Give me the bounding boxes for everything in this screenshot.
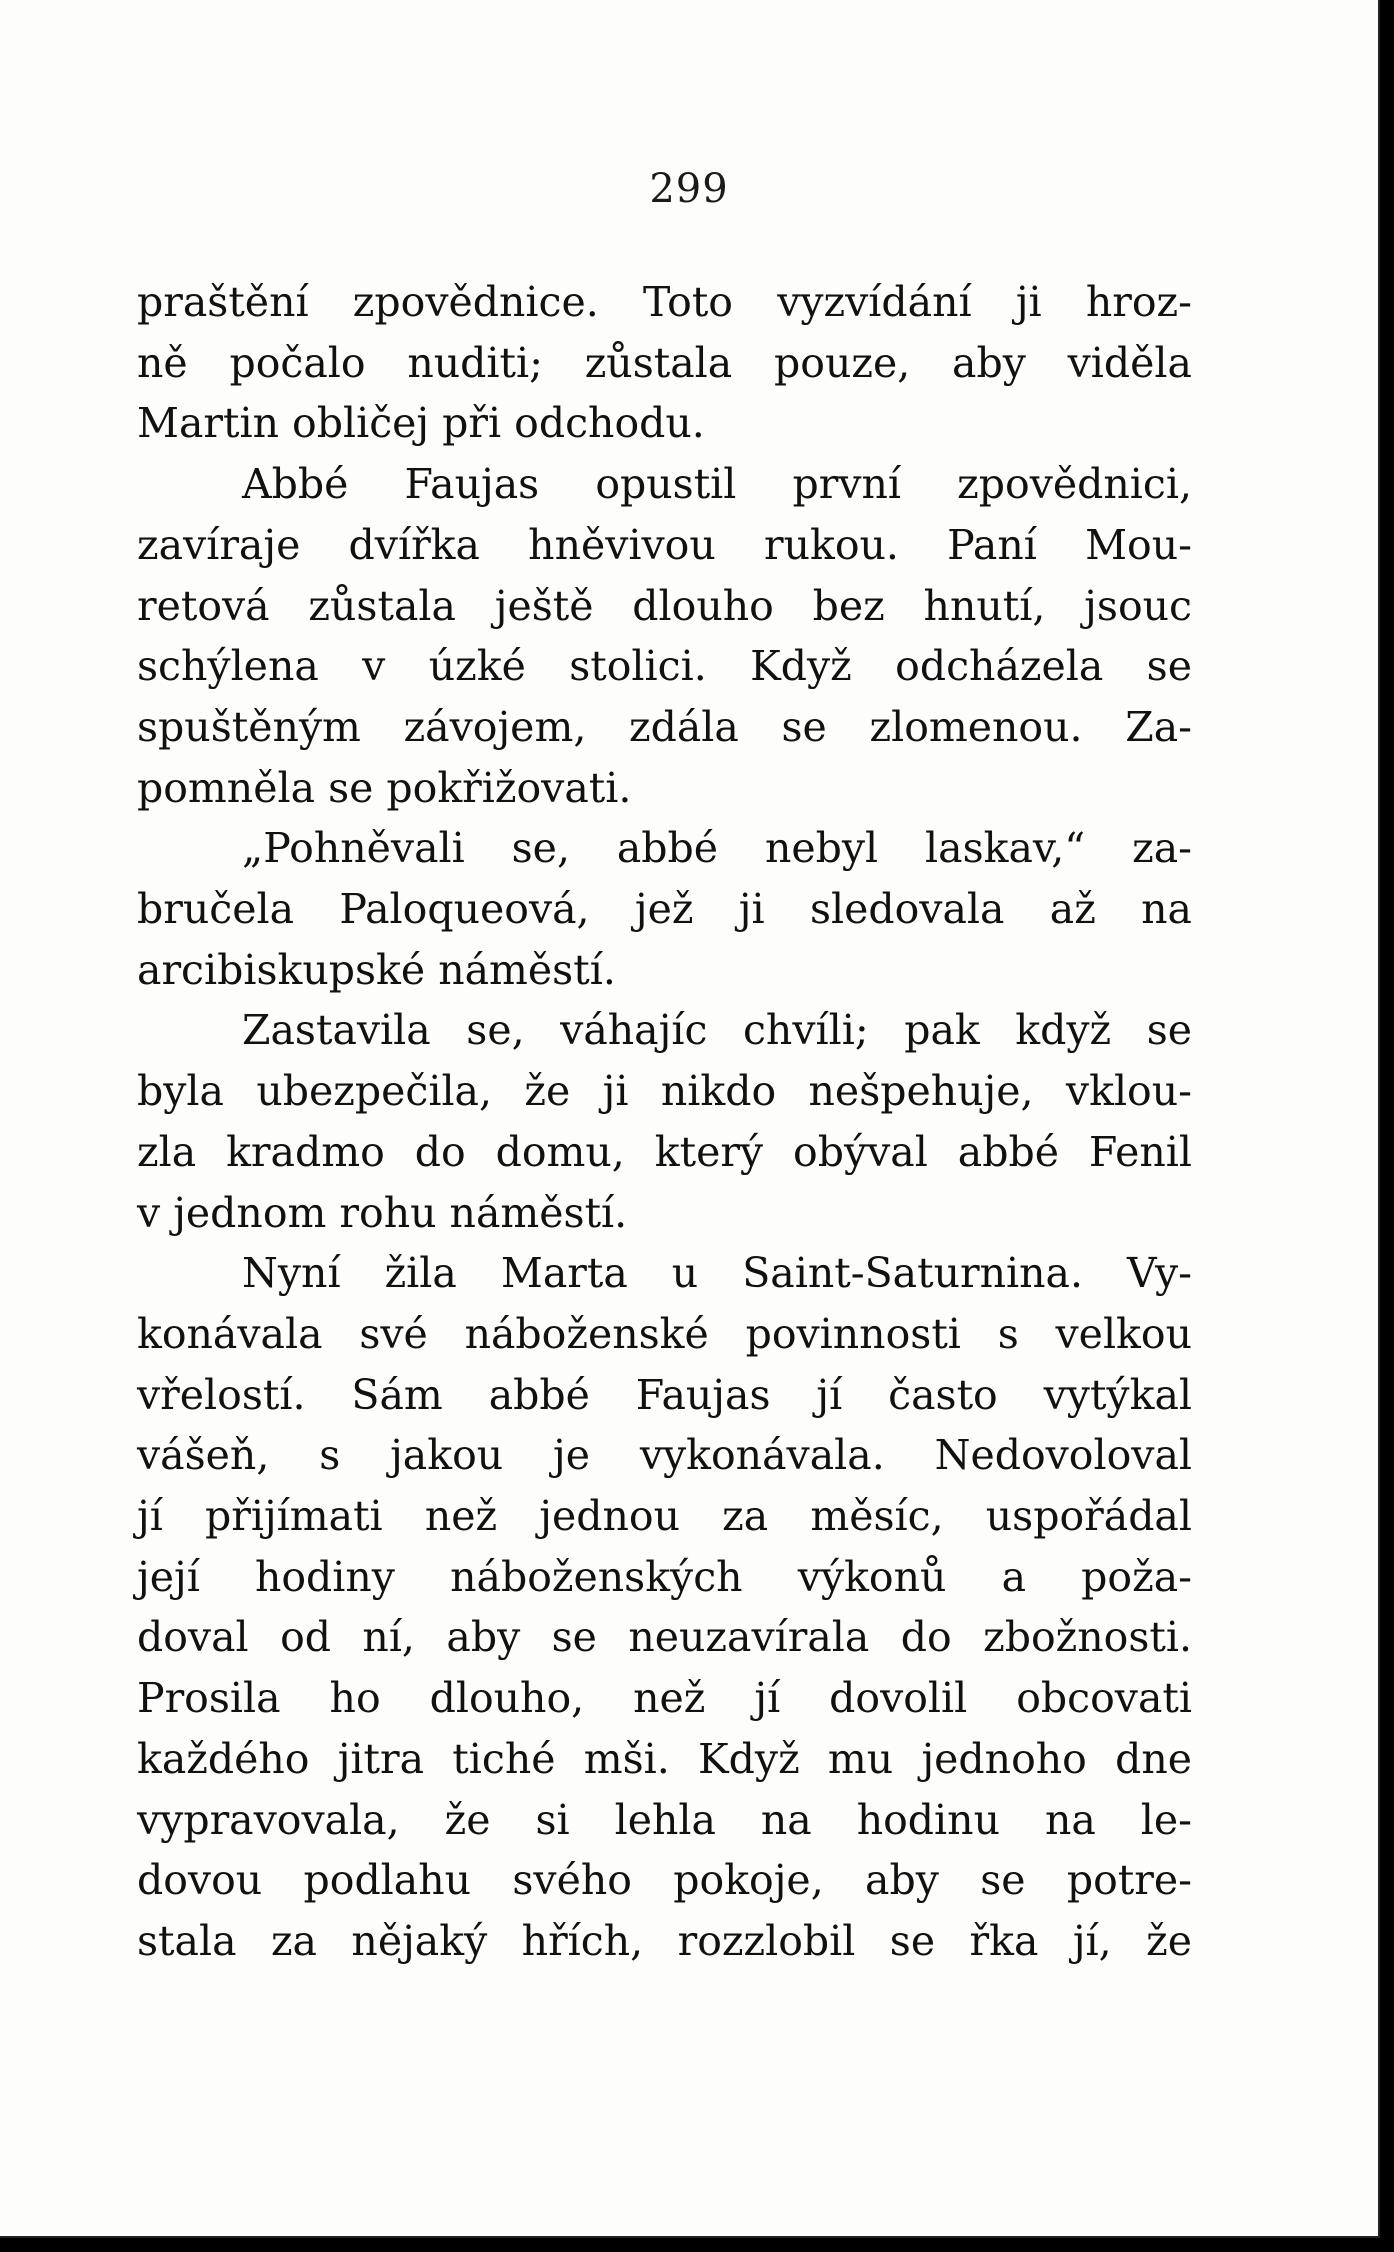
text-line: konávala své náboženské povinnosti s velkou [137,1309,1192,1358]
text-line: vášeň, s jakou je vykonávala. Nedovoloval [137,1431,1192,1480]
text-line: Prosila ho dlouho, než jí dovolil obcovati [137,1674,1192,1723]
text-line: Abbé Faujas opustil první zpovědnici, [242,460,1192,509]
text-line: Zastavila se, váhajíc chvíli; pak když se [242,1006,1192,1055]
text-line: pomněla se pokřižovati. [137,763,632,812]
text-line: praštění zpovědnice. Toto vyzvídání ji hroz- [137,278,1192,326]
text-line: vřelostí. Sám abbé Faujas jí často vytýkal [137,1370,1192,1419]
text-line: zavíraje dvířka hněvivou rukou. Paní Mou- [137,520,1192,569]
text-line: Nyní žila Marta u Saint-Saturnina. Vy- [242,1249,1192,1298]
text-line: v jednom rohu náměstí. [137,1188,628,1237]
text-line: spuštěným závojem, zdála se zlomenou. Za- [137,702,1192,751]
text-line: vypravovala, že si lehla na hodinu na le- [137,1795,1192,1844]
text-line: doval od ní, aby se neuzavírala do zbožnosti. [137,1613,1192,1662]
text-line: dovou podlahu svého pokoje, aby se potre- [137,1856,1192,1905]
body-text [137,272,1192,1972]
text-line: každého jitra tiché mši. Když mu jednoho dne [137,1734,1192,1783]
text-line: jí přijímati než jednou za měsíc, uspořádal [137,1492,1192,1541]
text-line: arcibiskupské náměstí. [137,945,616,994]
text-line: retová zůstala ještě dlouho bez hnutí, jsouc [137,581,1192,630]
text-line: bručela Paloqueová, jež ji sledovala až na [137,885,1192,934]
text-line: stala za nějaký hřích, rozzlobil se řka jí, že [137,1916,1192,1965]
text-line: „Pohněvali se, abbé nebyl laskav,“ za- [242,824,1192,873]
page-number: 299 [649,166,729,212]
text-line: ně počalo nuditi; zůstala pouze, aby viděla [137,338,1192,387]
text-line: zla kradmo do domu, který obýval abbé Fenil [137,1127,1192,1176]
text-line: Martin obličej při odchodu. [137,399,705,448]
text-line: byla ubezpečila, že ji nikdo nešpehuje, vklou- [137,1067,1192,1116]
text-line: její hodiny náboženských výkonů a poža- [137,1552,1192,1601]
text-line: schýlena v úzké stolici. Když odcházela se [137,642,1192,691]
